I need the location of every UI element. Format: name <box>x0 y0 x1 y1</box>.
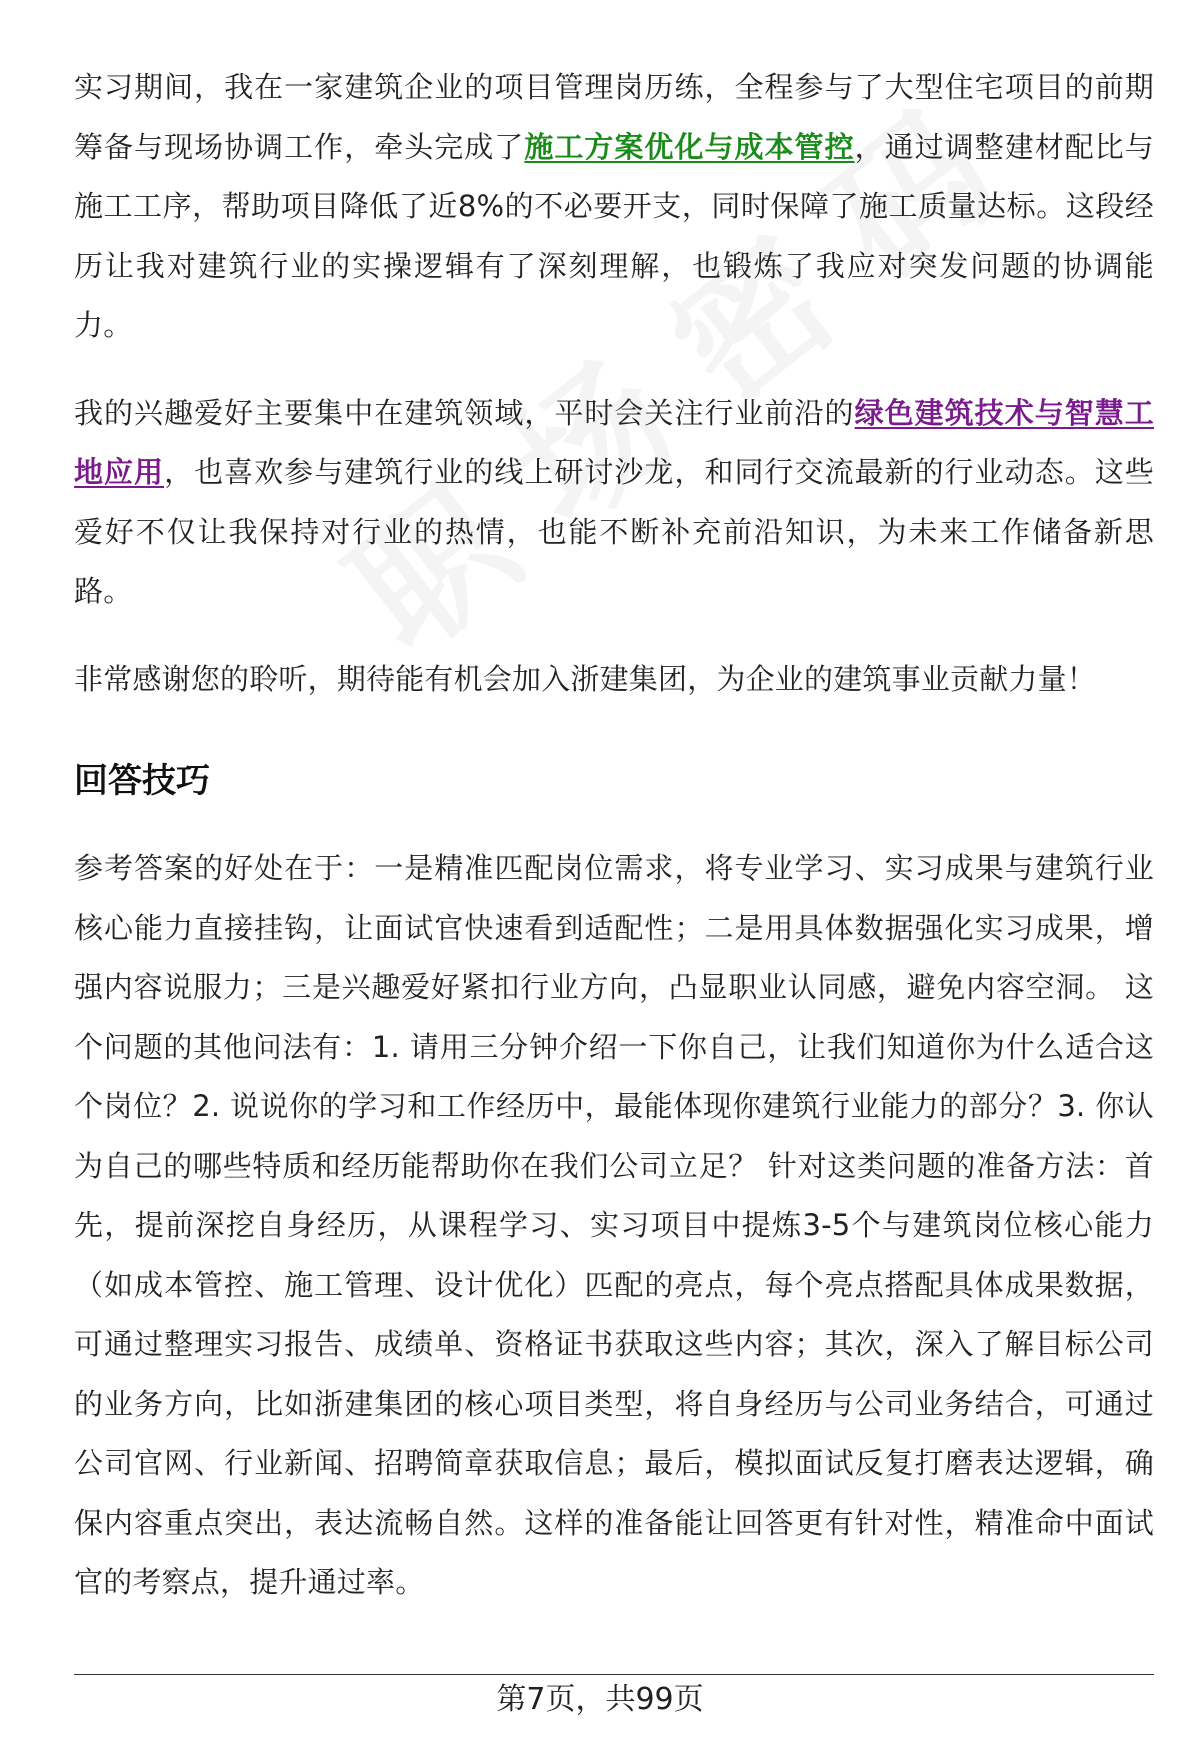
footer-divider <box>74 1674 1154 1675</box>
internship-text-before: 实习期间，我在一家建筑企业的项目管理岗历练，全程参与了大型住宅项目的前期筹备与现场协调工作，牵头完成了 <box>74 70 1154 164</box>
hobbies-text-after: ，也喜欢参与建筑行业的线上研讨沙龙，和同行交流最新的行业动态。这些爱好不仅让我保持对行业的热情，也能不断补充前沿知识，为未来工作储备新思路。 <box>74 455 1154 608</box>
section-heading: 回答技巧 <box>74 761 210 801</box>
closing-paragraph: 非常感谢您的聆听，期待能有机会加入浙建集团，为企业的建筑事业贡献力量！ <box>74 661 1097 696</box>
hobbies-text-before: 我的兴趣爱好主要集中在建筑领域，平时会关注行业前沿的 <box>74 395 855 430</box>
document-page <box>74 58 1154 1641</box>
internship-paragraph <box>74 58 1154 356</box>
tips-paragraph: 参考答案的好处在于：一是精准匹配岗位需求，将专业学习、实习成果与建筑行业核心能力直接挂钩，让面试官快速看到适配性；二是用具体数据强化实习成果，增强内容说服力；三是兴趣爱好紧扣行业方向，凸显职业认同感，避免内容空洞。 这个问题的其他问法有：1. 请用三分钟介绍一下你自己，让我们知道你为什么适合这个岗位？2. 说说你的学习和工作经历中，最能体现你建筑行业能力的部分？3. 你认为自己的哪些特质和经历能帮助你在我们公司立足？ 针对这类问题的准备方法：首先，提前深挖自身经历，从课程学习、实习项目中提炼3-5个与建筑岗位核心能力（如成本管控、施工管理、设计优化）匹配的亮点，每个亮点搭配具体成果数据，可通过整理实习报告、成绩单、资格证书获取这些内容；其次，深入了解目标公司的业务方向，比如浙建集团的核心项目类型，将自身经历与公司业务结合，可通过公司官网、行业新闻、招聘简章获取信息；最后，模拟面试反复打磨表达逻辑，确保内容重点突出，表达流畅自然。这样的准备能让回答更有针对性，精准命中面试官的考察点，提升通过率。 <box>74 851 1154 1599</box>
internship-text-after: ，通过调整建材配比与施工工序，帮助项目降低了近8%的不必要开支，同时保障了施工质量达标。这段经历让我对建筑行业的实操逻辑有了深刻理解，也锻炼了我应对突发问题的协调能力。 <box>74 129 1154 342</box>
internship-highlight: 施工方案优化与成本管控 <box>524 129 855 164</box>
hobbies-highlight: 绿色建筑技术与智慧工地应用 <box>74 395 1154 489</box>
hobbies-paragraph <box>74 384 1154 622</box>
page-number: 第7页，共99页 <box>496 1682 704 1717</box>
